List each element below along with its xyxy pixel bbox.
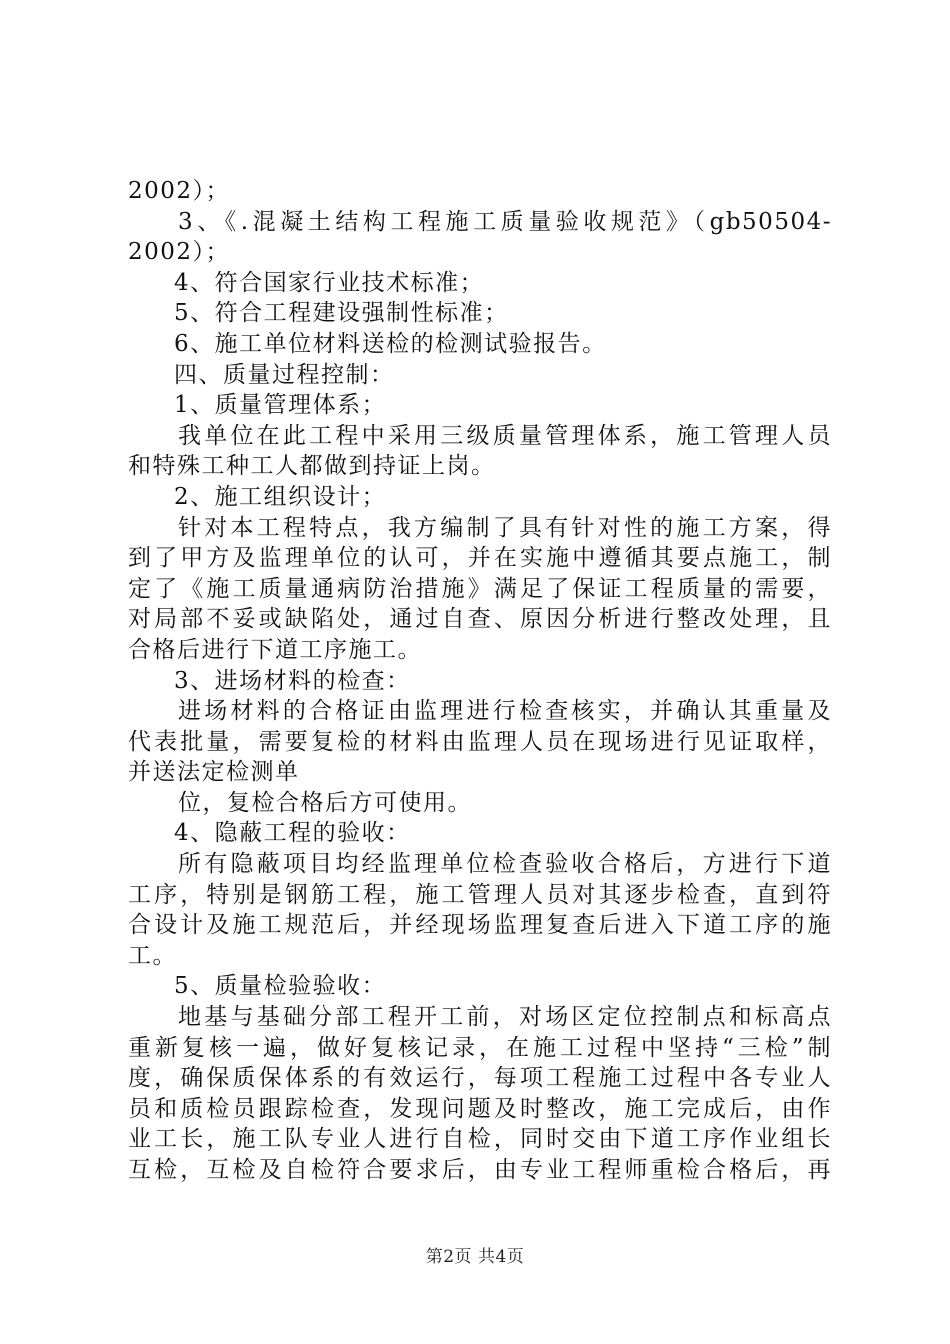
text-line: 地基与基础分部工程开工前，对场区定位控制点和标高点 [178, 1004, 832, 1031]
text-line: 6、施工单位材料送检的检测试验报告。 [174, 330, 607, 357]
text-line: 对局部不妥或缺陷处，通过自查、原因分析进行整改处理，且 [128, 606, 832, 633]
text-line: 业工长，施工队专业人进行自检，同时交由下道工序作业组长 [128, 1126, 832, 1153]
text-line: 互检，互检及自检符合要求后，由专业工程师重检合格后，再 [128, 1157, 832, 1183]
page-number-footer: 第2页 共4页 [425, 1247, 525, 1267]
text-line: 定了《施工质量通病防治措施》满足了保证工程质量的需要， [128, 575, 832, 602]
section-heading: 四、质量过程控制： [174, 361, 395, 388]
subsection-heading: 3、进场材料的检查： [174, 667, 411, 694]
text-line: 合设计及施工规范后，并经现场监理复查后进入下道工序的施 [128, 912, 832, 939]
text-line: 所有隐蔽项目均经监理单位检查验收合格后，方进行下道 [178, 851, 832, 878]
text-line: 代表批量，需要复检的材料由监理人员在现场进行见证取样， [128, 728, 832, 755]
text-line: 2002）； [128, 239, 231, 266]
text-line: 针对本工程特点，我方编制了具有针对性的施工方案，得 [178, 514, 832, 541]
text-line: 工序，特别是钢筋工程，施工管理人员对其逐步检查，直到符 [128, 881, 832, 908]
text-line: 并送法定检测单 [128, 759, 300, 786]
text-line: 我单位在此工程中采用三级质量管理体系，施工管理人员 [178, 422, 832, 449]
subsection-heading: 2、施工组织设计； [174, 483, 387, 510]
text-line: 度，确保质保体系的有效运行，每项工程施工过程中各专业人 [128, 1065, 832, 1092]
text-line: 5、符合工程建设强制性标准； [174, 300, 509, 327]
text-line: 4、符合国家行业技术标准； [174, 269, 485, 296]
text-line: 2002）； [128, 178, 231, 204]
text-line: 进场材料的合格证由监理进行检查核实，并确认其重量及 [178, 698, 832, 725]
document-body [128, 176, 832, 1186]
text-line: 合格后进行下道工序施工。 [128, 636, 422, 663]
text-line: 和特殊工种工人都做到持证上岗。 [128, 453, 496, 480]
text-line: 到了甲方及监理单位的认可，并在实施中遵循其要点施工，制 [128, 545, 832, 572]
text-line: 工。 [128, 942, 177, 969]
text-line: 位，复检合格后方可使用。 [178, 789, 472, 816]
subsection-heading: 1、质量管理体系； [174, 392, 387, 419]
subsection-heading: 4、隐蔽工程的验收： [174, 820, 411, 847]
text-line: 重新复核一遍，做好复核记录，在施工过程中坚持“三检”制 [128, 1034, 832, 1061]
text-line: 3、《.混凝土结构工程施工质量验收规范》（gb50504- [178, 208, 832, 235]
text-line: 员和质检员跟踪检查，发现问题及时整改，施工完成后，由作 [128, 1095, 832, 1122]
subsection-heading: 5、质量检验验收： [174, 973, 387, 1000]
